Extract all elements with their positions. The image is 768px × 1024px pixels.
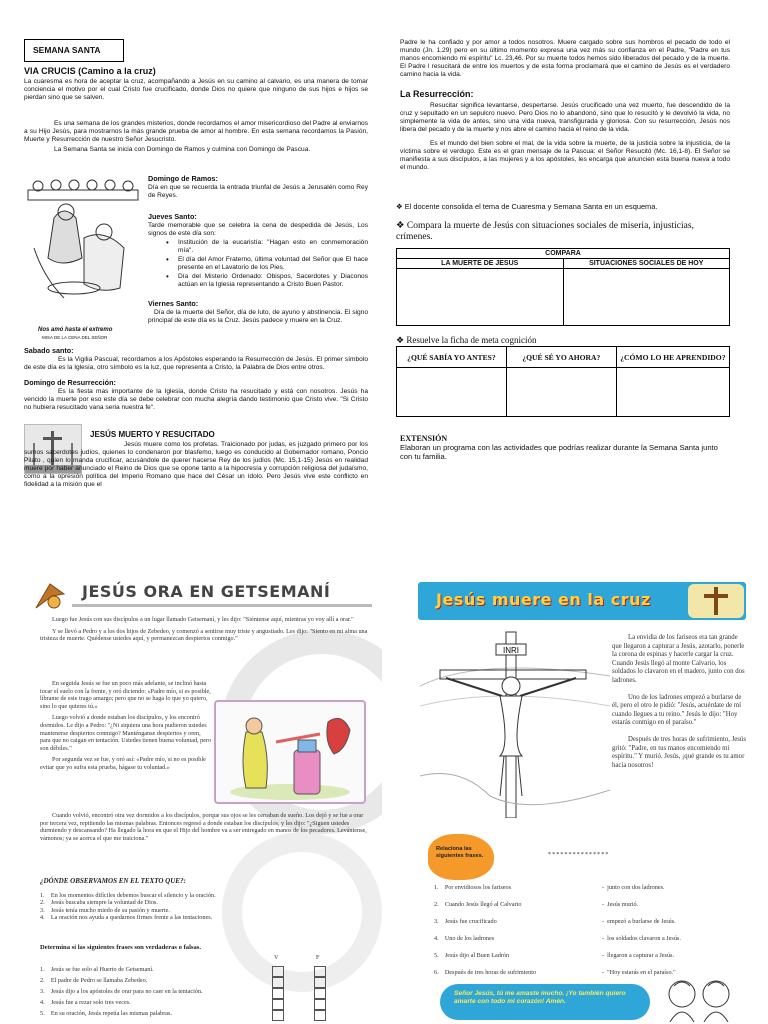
vf-item: 2. El padre de Pedro se llamaba Zebedeo.: [40, 977, 360, 988]
relaciona-left-item: 2. Cuando Jesús llegó al Calvario: [434, 901, 522, 908]
muere-worksheet: [414, 578, 750, 1024]
jueves-item: • Día del Misterio Ordenado: Obispos, Sacerdotes y Diaconos actúan en la Iglesia representando a Cristo Buen Pastor.: [166, 273, 368, 289]
semana-paragraph-1: Es una semana de los grandes misterios, donde recordamos el amor misericordioso del Padre al enviarnos a su Hijo Jesús, para mostrarnos la más grande prueba de amor al hombre. En esta semana recordamos la Pasión, Muerte y Resurrección de nuestro Señor Jesucristo.: [24, 120, 368, 143]
vf-item: 3. Jesús dijo a los apóstoles de orar para no caer en la tentación.: [40, 988, 360, 999]
left-column: [24, 66, 368, 154]
questions-section: [40, 878, 370, 922]
muere-title: Jesús muere en la cruz: [436, 590, 651, 609]
diamond-bullet-icon: ❖: [396, 221, 405, 231]
jmr-section: [24, 430, 368, 489]
questions-title: ¿DÓNDE OBSERVAMOS EN EL TEXTO QUE?:: [40, 877, 186, 885]
compara-table: [396, 248, 730, 326]
right-column: [400, 39, 730, 172]
getsemani-story-last: [40, 812, 370, 842]
meta-instruction: [396, 335, 732, 346]
getsemani-paragraph: Y se llevó a Pedro y a los dos hijos de Zebedeo, y comenzó a sentirse muy triste y angustiado. Les dijo: "Siento en mi alma una tristeza de muerte. Quédense ustedes aquí, y permanezcan despiertos conmigo.": [40, 627, 368, 643]
vf-item: 5. En su oración, Jesús repetía las mismas palabras.: [40, 1010, 360, 1021]
question-item: 3. Jesús tenía mucho miedo de su pasión y muerte.: [40, 906, 170, 914]
getsemani-paragraph: Por segunda vez se fue, y oró así: «Padre mío, si no es posible evitar que yo sufra esta prueba, hágase tu voluntad.»: [40, 756, 206, 771]
children-illustration: [654, 976, 744, 1022]
sabado-heading: Sabado santo:: [24, 346, 74, 355]
jmr-heading: JESÚS MUERTO Y RESUCITADO: [90, 430, 215, 439]
compara-instruction: [396, 221, 732, 243]
muere-paragraph: La envidia de los fariseos era tan grande que llegaron a capturar a Jesús, azotarlo, ponerle la corona de espinas y hacerle cargar la cruz. Cuando Jesús llegó al monte Calvario, los soldados lo clavaron en el madero, junto con dos ladrones.: [612, 634, 745, 684]
meta-col-como: ¿CÓMO LO HE APRENDIDO?: [616, 347, 729, 368]
question-item: 4. La oración nos ayuda a quedarnos firmes frente a las tentaciones.: [40, 914, 213, 922]
jueves-item: • El día del Amor Fraterno, última voluntad del Señor que El hace presente en el Lavatorio de los Pies.: [166, 256, 368, 272]
relaciona-right-item[interactable]: - los soldados clavaron a Jesús.: [602, 935, 681, 942]
resurreccion-domingo-text: Es la fiesta mas importante de la Iglesia, donde Cristo ha resucitado y está con nosotros. Jesús ha vencido la muerte por eso este día se debe celebrar con mucha alegría dando testimonio que Cristo vive. "Si Cristo no hubiera resucitado vana seria nuestra fe".: [24, 388, 368, 411]
lower-left-section: [24, 346, 368, 412]
jueves-item: • Institución de la eucaristía: "Hagan esto en conmemoración mía".: [166, 239, 368, 255]
getsemani-title-rule: [72, 604, 372, 607]
meta-col-ahora: ¿QUÉ SÉ YO AHORA?: [506, 347, 616, 368]
via-crucis-text: La cuaresma es hora de aceptar la cruz, acompañando a Jesús en su camino al calvario, es una manera de tomar conciencia el motivo por el cual Cristo fue crucificado, donde Dios no quiere que ninguno de sus hijos e hijos se pierdan sino que se salven.: [24, 78, 368, 101]
muere-story: [612, 634, 746, 770]
muere-paragraph: Después de tres horas de sufrimiento, Jesús gritó: "Padre, en tus manos encomiendo mi espíritu." Y murió. Jesús, ¡qué grande es tu amor hacia nosotros!: [612, 735, 746, 769]
prayer-banner: [440, 984, 650, 1020]
getsemani-paragraph: Luego fue Jesús con sus discípulos a un lugar llamado Getsemaní, y les dijo: "Siéntense aquí, mientras yo voy allí a orar.": [52, 616, 354, 623]
extension-heading: EXTENSIÓN: [400, 434, 448, 443]
illustration-caption-1: Nos amó hasta el extremo: [38, 327, 113, 333]
vf-item: 4. Jesús fue a rezar solo tres veces.: [40, 999, 360, 1010]
getsemani-story-narrow: [40, 680, 212, 776]
resurreccion-paragraph-2: Es el mundo del bien sobre el mal, de la vida sobre la muerte, de la justicia sobre la injusticia, de la víctima sobre el verdugo. Este es el gran mensaje de la Pascua: el Señor Resucitó (Mc. 16,1-8). El Señor se manifiesta a sus discípulos, a las mujeres y a los apóstoles, les encarga que anuncien esta buena nueva a todo el mundo.: [400, 140, 730, 171]
diamond-bullet-icon: ❖: [396, 335, 405, 345]
relaciona-right-item[interactable]: - llegaron a capturar a Jesús.: [602, 952, 674, 959]
vf-list: [40, 966, 360, 1021]
relaciona-right-item[interactable]: - junto con dos ladrones.: [602, 884, 665, 891]
compara-title: COMPARA: [397, 249, 730, 259]
illustration-caption-2: MISA DE LA CENA DEL SEÑOR: [42, 335, 108, 340]
relaciona-left-item: 4. Uno de los ladrones: [434, 935, 495, 942]
vf-item: 1. Jesús se fue solo al Huerto de Getsemaní.: [40, 966, 360, 977]
vf-false-checkbox[interactable]: [314, 988, 326, 999]
relaciona-right-item[interactable]: - "Hoy estarás en el paraíso.": [602, 969, 676, 976]
compara-col-jesus: LA MUERTE DE JESUS: [397, 259, 564, 269]
stars-divider: ***************: [548, 851, 610, 858]
right-paragraph-1: Padre le ha confiado y por amor a todos nosotros. Muere cargado sobre sus hombros el pecado de todo el mundo (Jn. 1,29) pero en su último momento expresa una vez más su confianza en el Padre, "Padre en tus manos encomiendo mi espíritu" Lc. 23,46. Por su muerte todos hemos sido liberados del pecado y de la muerte. El Padre l resucitará de entre los muertos y de esta forma proclamará que el camino de Jesús es el verdadero camino hacia la vida.: [400, 39, 730, 78]
vf-true-checkbox[interactable]: [272, 999, 284, 1010]
docente-text: El docente consolida el tema de Cuaresma y Semana Santa en un esquema.: [404, 202, 658, 211]
vf-false-checkbox[interactable]: [314, 977, 326, 988]
getsemani-paragraph: En seguida Jesús se fue un poco más adelante, se inclinó hasta tocar el suelo con la frente, y oró diciendo: «Padre mío, si es posible, líbrame de este trago amargo; pero que no se haga lo que yo quiero, sino lo que quieres tú.»: [40, 680, 211, 710]
meta-cell-antes[interactable]: [397, 368, 507, 417]
relaciona-label-text: Relaciona las siguientes frases.: [436, 846, 484, 859]
relaciona-left-item: 5. Jesús dijo al Buen Ladrón: [434, 952, 510, 959]
compara-cell-jesus[interactable]: [397, 269, 564, 326]
vf-false-checkbox[interactable]: [314, 1010, 326, 1021]
getsemani-story: [40, 616, 370, 647]
extension-section: [400, 434, 730, 461]
last-supper-drawing: [24, 178, 142, 308]
meta-col-antes: ¿QUÉ SABÍA YO ANTES?: [397, 347, 507, 368]
question-item: 2. Jesús buscaba siempre la voluntad de Dios.: [40, 899, 158, 907]
jueves-text: Tarde memorable que se celebra la cena de despedida de Jesús, Los signos de este día son:: [148, 222, 368, 237]
compara-cell-social[interactable]: [563, 269, 730, 326]
jmr-text: Jesús muere como los profetas. Traicionado por judas, es juzgado primero por los sumos sacerdotes judíos, quienes lo condenaron por blasfemo, luego es conducido al Gobernador romano, Poncio Pilato , quien lo manda crucificar, acusándole de querer hacerse Rey de los judíos (Mc. 15,1-15) Jesús en realidad muere por haber anunciado el Reino de Dios que se opone tanto a la hipocresía y corrupción religiosa del judaísmo, como a la opresión política del Imperio Romano que hace del César un ídolo. Pero Jesús vive este conflicto en fidelidad a la misión que el: [24, 441, 368, 488]
resurreccion-paragraph-1: Resucitar significa levantarse, despertarse. Jesús crucificado una vez muerto, fue descendido de la cruz y sepultado en un sepulcro nuevo. Pero Dios no lo abandonó, sino que lo resucitó y le devolvió la vida, no simplemente la vida de antes, sino una vida nueva, transfigurada y gloriosa. Con su resurrección, Jesús nos libera del pecado y de la muerte y nos abre el camino hacia el reino de la vida.: [400, 102, 730, 133]
jueves-list: [166, 239, 368, 289]
via-crucis-title: VIA CRUCIS (Camino a la cruz): [24, 66, 156, 76]
vf-false-checkbox[interactable]: [314, 966, 326, 977]
meta-cell-como[interactable]: [616, 368, 729, 417]
crucifix-badge-icon: [688, 584, 744, 618]
resurreccion-heading: La Resurrección:: [400, 89, 474, 99]
days-section: [148, 174, 368, 325]
semana-paragraph-2: La Semana Santa se inicia con Domingo de Ramos y culmina con Domingo de Pascua.: [54, 146, 311, 153]
vf-true-checkbox[interactable]: [272, 1010, 284, 1021]
relaciona-right-list: [602, 884, 742, 986]
resurreccion-domingo-heading: Domingo de Resurrección:: [24, 378, 116, 387]
relaciona-right-item[interactable]: - empezó a burlarse de Jesús.: [602, 918, 676, 925]
getsemani-logo: [34, 582, 68, 610]
getsemani-worksheet: [22, 572, 382, 1024]
getsemani-title: JESÚS ORA EN GETSEMANÍ: [82, 582, 331, 601]
vf-true-checkbox[interactable]: [272, 977, 284, 988]
relaciona-label: [428, 834, 494, 880]
muere-title-banner: [418, 582, 746, 620]
docente-note: [396, 202, 736, 211]
jueves-heading: Jueves Santo:: [148, 212, 197, 221]
getsemani-paragraph: Cuando volvió, encontró otra vez dormidos a los discípulos, porque sus ojos se les cerraban de sueño. Los dejó y se fue a orar por tercera vez, repitiendo las mismas palabras. Entonces regresó a donde estaban los discípulos, y les dijo: "¿Siguen ustedes durmiendo y descansando? Ha llegado la hora en que el Hijo del hombre va a ser entregado en manos de los pecadores. Levántense, vámonos; ya se acerca el que me traiciona.": [40, 812, 367, 842]
ramos-text: Día en que se recuerda la entrada triunfal de Jesús a Jerusalén como Rey de Reyes.: [148, 184, 368, 199]
vf-true-checkbox[interactable]: [272, 966, 284, 977]
inri-sign: INRI: [503, 646, 519, 655]
meta-cell-ahora[interactable]: [506, 368, 616, 417]
relaciona-left-list: [434, 884, 604, 986]
sabado-text: Es la Vigilia Pascual, recordamos a los Apóstoles esperando la Resurrección de Jesús. El primer símbolo de este día es la Iglesia, otro símbolo es la luz, que representa a Cristo, la Palabra de Dios entre otros.: [24, 356, 368, 371]
getsemani-paragraph: Luego volvió a donde estaban los discípulos, y los encontró dormidos. Le dijo a Pedro: "¿Ni siquiera una hora pudieron ustedes mantenerse despiertos conmigo? Manténganse despiertos y oren, para que no caigan en tentación. Ustedes tienen buena voluntad, pero son débiles.": [40, 714, 212, 752]
prayer-text: Señor Jesús, tú me amaste mucho. ¡Yo también quiero amarte con todo mi corazón! Amén.: [454, 990, 626, 1006]
vf-title: Determina si las siguientes frases son verdaderas o falsas.: [40, 944, 201, 951]
muere-paragraph: Uno de los ladrones empezó a burlarse de él, pero el otro le pidió: "Jesús, acuérdate de mí cuando llegues a tu reino." Jesús le dijo: "Hoy estarás conmigo en el paraíso.": [612, 693, 742, 727]
relaciona-left-item: 6. Después de tres horas de sufrimiento: [434, 969, 537, 976]
meta-table: [396, 346, 730, 417]
diamond-bullet-icon: ❖: [396, 202, 403, 211]
compara-col-social: SITUACIONES SOCIALES DE HOY: [563, 259, 730, 269]
temptation-illustration: [214, 700, 366, 804]
vf-true-checkbox[interactable]: [272, 988, 284, 999]
last-supper-illustration: [24, 178, 142, 340]
relaciona-left-item: 1. Por envidiosos los fariseos: [434, 884, 511, 891]
vf-false-checkbox[interactable]: [314, 999, 326, 1010]
viernes-heading: Viernes Santo:: [148, 299, 199, 308]
crucifixion-illustration: [420, 626, 610, 818]
viernes-text: Día de la muerte del Señor, día de luto, de ayuno y abstinencia. El signo principal de este día es la Cruz. Jesús padece y muere en la Cruz.: [148, 309, 368, 324]
meta-instruction-text: Resuelve la ficha de meta cognición: [406, 335, 537, 345]
semana-santa-label: SEMANA SANTA: [24, 39, 124, 62]
vf-v-header: V: [274, 954, 279, 961]
ramos-heading: Domingo de Ramos:: [148, 174, 218, 183]
compara-instruction-text: Compara la muerte de Jesús con situaciones sociales de miseria, injusticias, crímenes.: [396, 221, 694, 242]
vf-f-header: F: [316, 954, 320, 961]
relaciona-right-item[interactable]: - Jesús murió.: [602, 901, 639, 908]
relaciona-left-item: 3. Jesús fue crucificado: [434, 918, 497, 925]
question-item: 1. En los momentos difíciles debemos buscar el silencio y la oración.: [40, 891, 216, 899]
extension-text: Elaboran un programa con las actividades que podrías realizar durante la Semana Santa junto con tu familia.: [400, 443, 718, 461]
